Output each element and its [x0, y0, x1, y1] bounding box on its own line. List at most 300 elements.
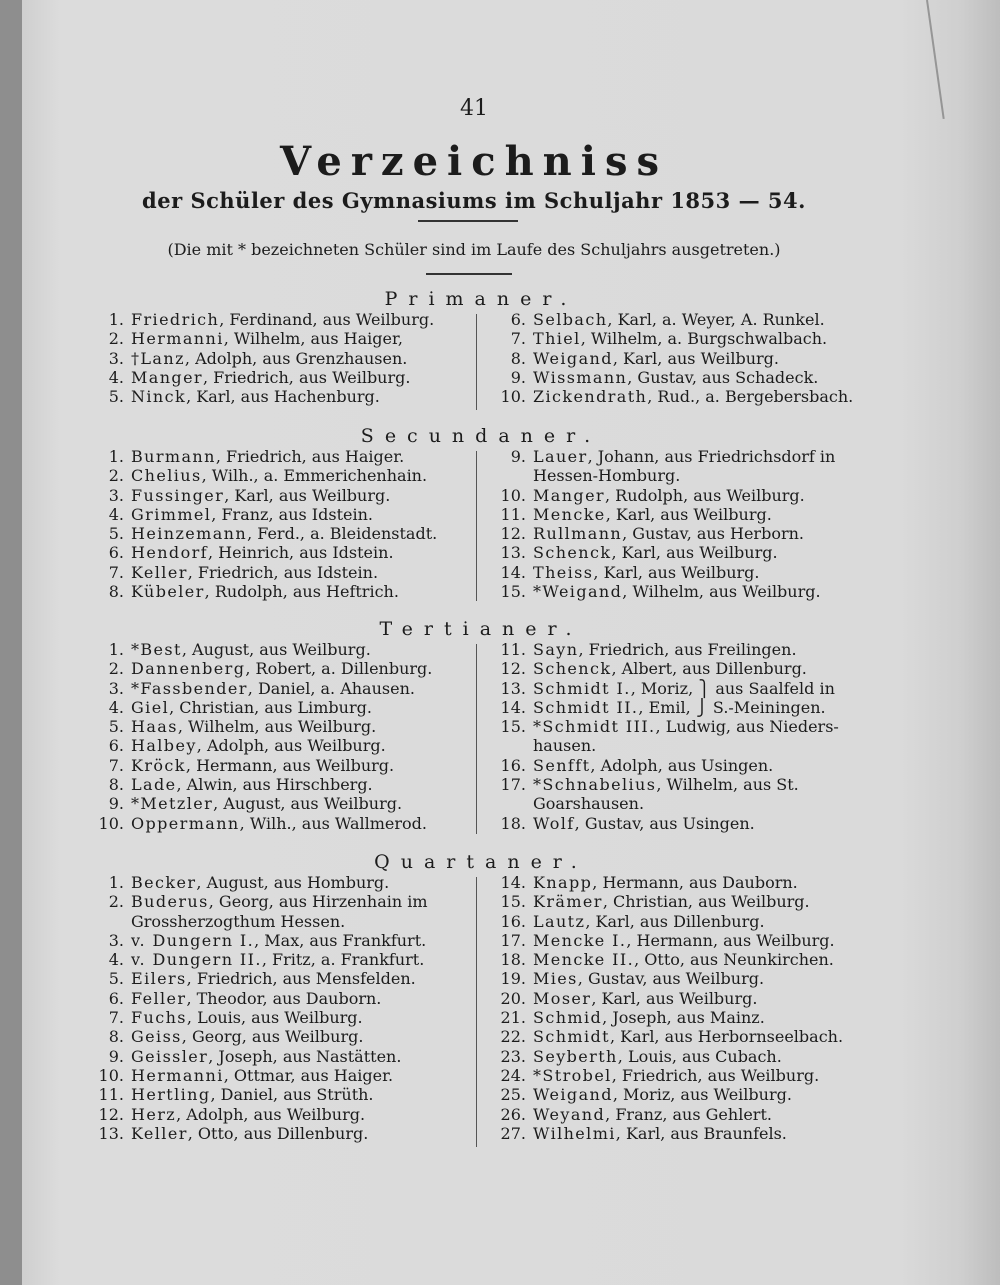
student-surname: Manger: [533, 485, 605, 505]
entry-text: [533, 736, 596, 755]
student-entry: [494, 582, 854, 601]
entry-number: 7.: [108, 1008, 124, 1028]
entry-number: 12.: [98, 1104, 124, 1124]
entry-text: [533, 387, 853, 406]
entry-number: 12.: [500, 524, 526, 544]
student-surname: Wilhelmi: [533, 1123, 616, 1143]
entry-number: [494, 736, 526, 755]
entry-number: 20.: [500, 988, 526, 1008]
student-details: , Hermann, aus Weilburg.: [185, 755, 395, 775]
entry-text: [131, 659, 432, 678]
student-details: , Rudolph, aus Weilburg.: [605, 485, 805, 505]
student-surname: *Metzler: [131, 794, 214, 814]
entry-number: 16.: [500, 911, 526, 931]
student-entry: [494, 505, 854, 524]
student-surname: v. Dungern II.: [131, 950, 262, 970]
student-entry: [92, 329, 472, 348]
entry-number: [494, 466, 526, 485]
student-surname: Lade: [131, 775, 177, 795]
student-entry: [494, 814, 854, 833]
student-details: , Friedrich, aus Haiger.: [215, 447, 405, 466]
entry-text: [131, 640, 371, 659]
note-rule: [426, 273, 512, 275]
student-entry: [92, 1008, 472, 1027]
entry-text: [533, 679, 835, 698]
entry-text: [533, 329, 827, 348]
entry-number: 3.: [108, 678, 124, 698]
student-details: , Otto, aus Dillenburg.: [187, 1123, 369, 1143]
entry-text: [131, 1008, 363, 1027]
entry-text: [131, 486, 390, 505]
student-entry: [494, 756, 854, 775]
student-entry: [92, 873, 472, 892]
student-surname: Lauer: [533, 447, 588, 466]
entry-text: [131, 969, 416, 988]
entry-text: [131, 1066, 393, 1085]
student-details: , Gustav, aus Usingen.: [574, 813, 755, 833]
student-entry: [92, 679, 472, 698]
entry-text: [533, 931, 835, 950]
student-surname: Kröck: [131, 755, 186, 775]
left-column: [92, 310, 472, 406]
entry-text: [131, 447, 404, 466]
entry-text: [533, 873, 798, 892]
entry-text: [533, 814, 755, 833]
entry-text: [131, 1027, 363, 1046]
entry-number: 13.: [98, 1123, 124, 1143]
student-entry: [494, 563, 854, 582]
entry-text: [131, 310, 434, 329]
title-rule: [418, 220, 518, 222]
left-column: [92, 640, 472, 833]
student-details: , Wilh., aus Wallmerod.: [239, 813, 427, 833]
student-surname: Rullmann: [533, 524, 623, 544]
entry-number: 9.: [108, 794, 124, 814]
student-surname: *Schmidt III.: [533, 717, 656, 737]
student-details: , Ferdinand, aus Weilburg.: [219, 310, 435, 329]
student-entry: [494, 873, 854, 892]
column-separator: [476, 451, 477, 601]
student-entry: [92, 349, 472, 368]
entry-text: [533, 486, 805, 505]
entry-text: [533, 794, 644, 813]
student-details: , Gustav, aus Weilburg.: [577, 969, 765, 989]
student-surname: Fuchs: [131, 1008, 187, 1028]
entry-number: 9.: [510, 447, 526, 466]
student-entry: [494, 912, 854, 931]
student-details: , Adolph, aus Usingen.: [590, 755, 774, 775]
student-details: , Karl, aus Weilburg.: [611, 543, 778, 563]
entry-number: 7.: [108, 562, 124, 582]
student-entry: [494, 679, 854, 698]
entry-text: [131, 1124, 368, 1143]
student-details: , Ottmar, aus Haiger.: [223, 1065, 394, 1085]
student-entry: [494, 1047, 854, 1066]
student-details: , Louis, aus Weilburg.: [186, 1008, 363, 1028]
entry-text: [533, 563, 760, 582]
student-details: , Theodor, aus Dauborn.: [186, 988, 382, 1008]
student-surname: Kübeler: [131, 582, 205, 602]
student-entry: [494, 989, 854, 1008]
column-separator: [476, 314, 477, 410]
student-surname: Becker: [131, 873, 197, 892]
student-details: , Friedrich, aus Idstein.: [187, 562, 379, 582]
student-entry: [92, 543, 472, 562]
entry-text: [533, 1066, 819, 1085]
entry-number: 3.: [108, 930, 124, 950]
student-surname: Sayn: [533, 640, 579, 659]
entry-number: 6.: [108, 988, 124, 1008]
student-entry: [92, 368, 472, 387]
entry-number: 2.: [108, 892, 124, 912]
student-surname: Feller: [131, 988, 187, 1008]
entry-number: 26.: [500, 1104, 526, 1124]
student-details: , Joseph, aus Mainz.: [602, 1008, 765, 1028]
entry-text: [533, 892, 810, 911]
student-details: , Gustav, aus Herborn.: [622, 524, 804, 544]
entry-number: 11.: [500, 504, 526, 524]
entry-number: 15.: [500, 892, 526, 912]
student-entry: [494, 447, 854, 466]
withdrawal-note: (Die mit * bezeichneten Schüler sind im Laufe des Schuljahrs ausgetreten.): [167, 240, 781, 259]
student-entry: [92, 486, 472, 505]
entry-number: 11.: [500, 640, 526, 659]
entry-text: [533, 659, 807, 678]
student-surname: Fussinger: [131, 485, 225, 505]
entry-number: 12.: [500, 659, 526, 679]
student-entry: [92, 717, 472, 736]
entry-text: [533, 349, 779, 368]
student-entry: [92, 466, 472, 485]
student-entry: [494, 1085, 854, 1104]
student-surname: Weigand: [533, 1085, 613, 1105]
student-surname: Weigand: [533, 348, 613, 368]
student-surname: Halbey: [131, 736, 197, 756]
student-entry: [92, 582, 472, 601]
student-details: , Adolph, aus Weilburg.: [196, 736, 386, 756]
entry-text: [131, 582, 399, 601]
entry-number: 23.: [500, 1046, 526, 1066]
student-details: , Karl, a. Weyer, A. Runkel.: [607, 310, 825, 329]
entry-number: 1.: [108, 447, 124, 466]
entry-text: [131, 1047, 401, 1066]
section-columns: [0, 873, 948, 1153]
student-surname: Eilers: [131, 969, 187, 989]
entry-number: 13.: [500, 678, 526, 698]
student-details: , Wilhelm, aus Weilburg.: [177, 717, 377, 737]
student-entry: [92, 969, 472, 988]
student-entry: [92, 524, 472, 543]
entry-text: [533, 543, 778, 562]
student-entry: [494, 387, 854, 406]
entry-number: 9.: [108, 1046, 124, 1066]
entry-number: 17.: [500, 930, 526, 950]
student-surname: Hertling: [131, 1085, 211, 1105]
student-surname: Krämer: [533, 892, 603, 912]
student-details: , Wilh., a. Emmerichenhain.: [201, 466, 428, 486]
entry-text: [533, 1105, 772, 1124]
column-separator: [476, 644, 477, 834]
student-details: , Wilhelm, aus Haiger,: [223, 329, 403, 349]
student-surname: Wissmann: [533, 367, 628, 387]
student-entry-continuation: [494, 736, 854, 755]
entry-text: [131, 349, 407, 368]
student-entry: [92, 814, 472, 833]
student-entry: [92, 505, 472, 524]
entry-number: 1.: [108, 640, 124, 659]
column-separator: [476, 877, 477, 1147]
student-surname: Seyberth: [533, 1046, 618, 1066]
student-surname: Schenck: [533, 659, 612, 679]
student-details: , Karl, aus Weilburg.: [591, 988, 758, 1008]
section-columns: [0, 640, 948, 840]
entry-text: [131, 736, 386, 755]
entry-number: 18.: [500, 813, 526, 833]
student-entry: [92, 1085, 472, 1104]
student-surname: *Schnabelius: [533, 775, 657, 795]
entry-text: [131, 563, 378, 582]
student-details: , Heinrich, aus Idstein.: [207, 543, 394, 563]
student-entry: [92, 756, 472, 775]
student-details: , Christian, aus Weilburg.: [602, 892, 810, 912]
student-entry: [494, 717, 854, 736]
entry-number: 6.: [108, 736, 124, 756]
student-surname: *Best: [131, 640, 182, 659]
entry-number: 13.: [500, 543, 526, 563]
entry-text: [533, 1027, 843, 1046]
student-surname: Theiss: [533, 562, 594, 582]
entry-text: [131, 775, 373, 794]
student-surname: Herz: [131, 1104, 177, 1124]
student-details: , Georg, aus Weilburg.: [181, 1027, 364, 1047]
student-entry-continuation: [494, 794, 854, 813]
student-surname: Friedrich: [131, 310, 220, 329]
entry-number: 8.: [108, 582, 124, 602]
entry-number: 17.: [500, 775, 526, 795]
student-surname: Schmidt II.: [533, 697, 639, 717]
student-entry-continuation: [494, 466, 854, 485]
student-details: , Friedrich, aus Mensfelden.: [186, 969, 416, 989]
student-details: , Franz, aus Idstein.: [211, 504, 373, 524]
student-entry: [92, 1124, 472, 1143]
entry-number: 5.: [108, 387, 124, 407]
student-entry: [92, 563, 472, 582]
student-details: Goarshausen.: [533, 794, 645, 814]
section-columns: [0, 447, 948, 607]
student-entry: [92, 698, 472, 717]
entry-number: 16.: [500, 755, 526, 775]
student-entry: [494, 892, 854, 911]
entry-number: 22.: [500, 1027, 526, 1047]
page-number: 41: [460, 96, 488, 121]
entry-number: 2.: [108, 659, 124, 679]
entry-text: [533, 1047, 782, 1066]
entry-text: [131, 1085, 374, 1104]
entry-number: 5.: [108, 969, 124, 989]
entry-text: [131, 892, 428, 911]
student-details: , Georg, aus Hirzenhain im: [208, 892, 428, 912]
student-surname: Giel: [131, 697, 170, 717]
entry-number: 15.: [500, 717, 526, 737]
student-surname: Moser: [533, 988, 592, 1008]
student-details: , Karl, aus Weilburg.: [605, 504, 772, 524]
student-details: , August, aus Homburg.: [196, 873, 390, 892]
entry-text: [131, 912, 345, 931]
student-details: , Hermann, aus Weilburg.: [626, 930, 835, 950]
entry-text: [131, 505, 373, 524]
entry-text: [131, 989, 381, 1008]
right-column: [494, 873, 854, 1143]
entry-number: 3.: [108, 348, 124, 368]
student-details: , Wilhelm, aus Weilburg.: [622, 582, 821, 602]
student-details: , Karl, aus Hachenburg.: [186, 387, 380, 407]
section-primaner: [0, 288, 948, 410]
student-entry: [92, 387, 472, 406]
student-surname: †Lanz: [131, 348, 185, 368]
student-surname: Selbach: [533, 310, 608, 329]
student-surname: *Strobel: [533, 1065, 612, 1085]
entry-text: [533, 717, 839, 736]
student-surname: Mies: [533, 969, 578, 989]
student-surname: Buderus: [131, 892, 209, 912]
student-entry: [494, 1105, 854, 1124]
student-entry: [494, 950, 854, 969]
student-entry: [92, 1066, 472, 1085]
student-entry: [494, 931, 854, 950]
entry-text: [131, 329, 403, 348]
student-surname: Grimmel: [131, 504, 212, 524]
student-surname: Manger: [131, 367, 203, 387]
entry-number: 2.: [108, 329, 124, 349]
entry-number: 10.: [500, 485, 526, 505]
student-entry: [92, 447, 472, 466]
student-entry: [92, 1047, 472, 1066]
student-surname: Haas: [131, 717, 178, 737]
entry-number: 7.: [510, 329, 526, 349]
student-surname: Chelius: [131, 466, 202, 486]
student-details: , Ferd., a. Bleidenstadt.: [247, 524, 438, 544]
entry-number: 21.: [500, 1008, 526, 1028]
entry-text: [533, 524, 804, 543]
entry-number: 1.: [108, 310, 124, 329]
student-details: , Moriz, ⎫ aus Saalfeld in: [630, 678, 835, 698]
entry-number: 11.: [98, 1085, 124, 1105]
student-details: , Adolph, aus Grenzhausen.: [184, 348, 408, 368]
student-entry: [494, 486, 854, 505]
student-details: , Moriz, aus Weilburg.: [612, 1085, 792, 1105]
entry-text: [131, 698, 372, 717]
entry-number: 24.: [500, 1065, 526, 1085]
student-surname: Schmid: [533, 1008, 603, 1028]
student-surname: Oppermann: [131, 813, 240, 833]
entry-number: 14.: [500, 562, 526, 582]
student-entry: [494, 349, 854, 368]
entry-number: 10.: [500, 387, 526, 407]
student-entry: [494, 524, 854, 543]
entry-text: [533, 969, 764, 988]
student-surname: Mencke: [533, 504, 606, 524]
entry-number: 18.: [500, 950, 526, 970]
entry-text: [533, 582, 821, 601]
entry-number: 8.: [108, 1027, 124, 1047]
student-surname: Schenck: [533, 543, 612, 563]
student-details: , Johann, aus Friedrichsdorf in: [587, 447, 836, 466]
entry-text: [131, 387, 380, 406]
student-details: , Rudolph, aus Heftrich.: [204, 582, 399, 602]
student-surname: Mencke I.: [533, 930, 627, 950]
entry-number: 14.: [500, 873, 526, 892]
student-details: , Christian, aus Limburg.: [169, 697, 372, 717]
student-details: , Karl, aus Weilburg.: [593, 562, 760, 582]
entry-text: [533, 950, 834, 969]
student-details: , Franz, aus Gehlert.: [605, 1104, 772, 1124]
student-entry-continuation: [92, 912, 472, 931]
student-details: , Friedrich, aus Weilburg.: [611, 1065, 820, 1085]
student-details: , Otto, aus Neunkirchen.: [634, 950, 834, 970]
student-entry: [92, 736, 472, 755]
student-entry: [494, 1124, 854, 1143]
page-subtitle: der Schüler des Gymnasiums im Schuljahr 1853 — 54.: [142, 188, 806, 213]
student-details: , Alwin, aus Hirschberg.: [176, 775, 373, 795]
section-heading: Secundaner.: [360, 425, 602, 447]
entry-text: [131, 756, 394, 775]
student-surname: Burmann: [131, 447, 216, 466]
section-heading: Tertianer.: [379, 618, 583, 640]
student-details: , Daniel, aus Strüth.: [210, 1085, 374, 1105]
entry-number: [92, 912, 124, 931]
entry-number: 7.: [108, 755, 124, 775]
student-surname: Lautz: [533, 911, 586, 931]
entry-text: [131, 950, 424, 969]
entry-number: 3.: [108, 485, 124, 505]
student-entry: [494, 543, 854, 562]
student-surname: Dannenberg: [131, 659, 246, 679]
student-entry: [494, 1066, 854, 1085]
entry-number: 5.: [108, 524, 124, 544]
student-details: , Robert, a. Dillenburg.: [245, 659, 433, 679]
section-columns: [0, 310, 948, 410]
page-title: Verzeichniss: [280, 138, 668, 185]
entry-number: 5.: [108, 717, 124, 737]
entry-text: [533, 447, 835, 466]
student-details: , Karl, aus Weilburg.: [224, 485, 391, 505]
student-entry: [494, 1008, 854, 1027]
entry-text: [533, 912, 765, 931]
student-surname: Heinzemann: [131, 524, 248, 544]
student-details: , Hermann, aus Dauborn.: [592, 873, 798, 892]
student-surname: v. Dungern I.: [131, 930, 255, 950]
entry-number: 2.: [108, 466, 124, 486]
entry-number: 19.: [500, 969, 526, 989]
student-details: , Karl, aus Herbornseelbach.: [610, 1027, 844, 1047]
entry-text: [533, 989, 757, 1008]
student-entry: [92, 659, 472, 678]
student-surname: Geissler: [131, 1046, 209, 1066]
student-details: , Wilhelm, aus St.: [656, 775, 799, 795]
student-details: hausen.: [533, 736, 597, 756]
section-secundaner: [0, 425, 948, 607]
student-surname: *Weigand: [533, 582, 623, 602]
entry-text: [131, 543, 394, 562]
student-details: , Friedrich, aus Weilburg.: [203, 367, 411, 387]
entry-number: [494, 794, 526, 813]
student-surname: Keller: [131, 562, 188, 582]
section-tertianer: [0, 618, 948, 840]
entry-number: 4.: [108, 950, 124, 970]
entry-number: 27.: [500, 1123, 526, 1143]
student-surname: Hermanni: [131, 1065, 224, 1085]
student-surname: Geiss: [131, 1027, 182, 1047]
